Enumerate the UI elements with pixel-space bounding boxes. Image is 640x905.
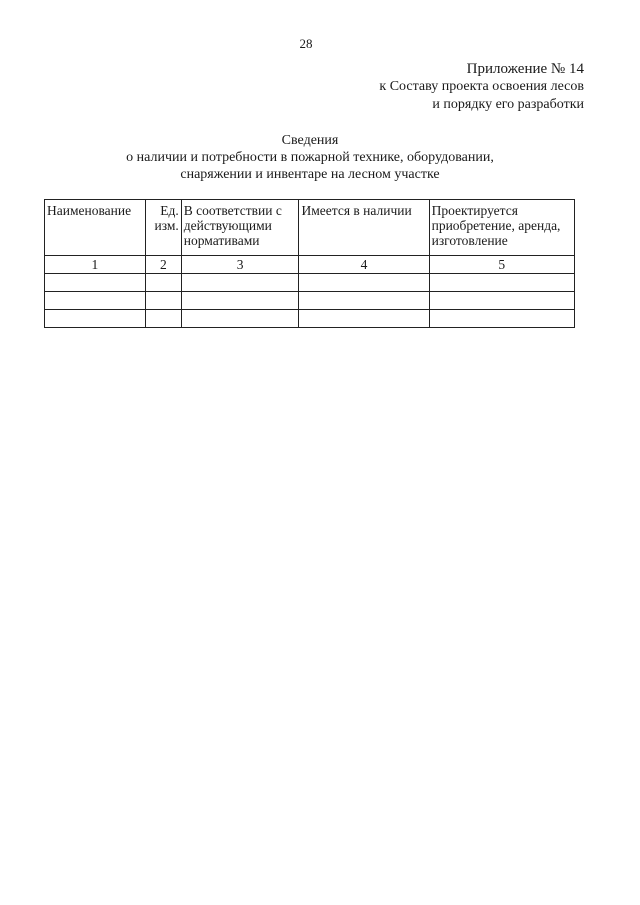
table-cell bbox=[299, 310, 429, 328]
appendix-caption bbox=[379, 60, 584, 114]
appendix-reference-line-1: к Составу проекта освоения лесов bbox=[379, 79, 584, 94]
table-cell bbox=[181, 310, 299, 328]
title-heading: Сведения bbox=[281, 133, 339, 148]
table-cell bbox=[429, 292, 574, 310]
appendix-title: Приложение № 14 bbox=[466, 61, 584, 77]
document-title bbox=[0, 132, 620, 183]
title-subline-1: о наличии и потребности в пожарной технике, оборудовании, bbox=[126, 150, 494, 165]
equipment-table bbox=[44, 199, 575, 328]
table-cell bbox=[145, 310, 181, 328]
title-subline-2: снаряжении и инвентаре на лесном участке bbox=[180, 167, 440, 182]
table-cell bbox=[299, 274, 429, 292]
table-cell bbox=[429, 310, 574, 328]
header-norms: В соответствии с действующими нормативами bbox=[181, 200, 299, 256]
table-cell bbox=[45, 310, 146, 328]
table-cell bbox=[429, 274, 574, 292]
column-number: 2 bbox=[145, 256, 181, 274]
column-number: 3 bbox=[181, 256, 299, 274]
header-available: Имеется в наличии bbox=[299, 200, 429, 256]
appendix-reference-line-2: и порядку его разработки bbox=[432, 97, 584, 112]
header-name: Наименование bbox=[45, 200, 146, 256]
header-planned: Проектируется приобретение, аренда, изготовление bbox=[429, 200, 574, 256]
table-cell bbox=[181, 292, 299, 310]
column-number: 1 bbox=[45, 256, 146, 274]
table-row bbox=[45, 292, 575, 310]
table-cell bbox=[145, 292, 181, 310]
table-row bbox=[45, 310, 575, 328]
header-unit: Ед. изм. bbox=[145, 200, 181, 256]
page-number: 28 bbox=[299, 36, 313, 51]
column-number: 5 bbox=[429, 256, 574, 274]
column-number: 4 bbox=[299, 256, 429, 274]
table-row bbox=[45, 274, 575, 292]
table-header-row bbox=[45, 200, 575, 256]
table-cell bbox=[145, 274, 181, 292]
table-cell bbox=[45, 274, 146, 292]
table-cell bbox=[299, 292, 429, 310]
column-number-row bbox=[45, 256, 575, 274]
table-cell bbox=[45, 292, 146, 310]
table-cell bbox=[181, 274, 299, 292]
